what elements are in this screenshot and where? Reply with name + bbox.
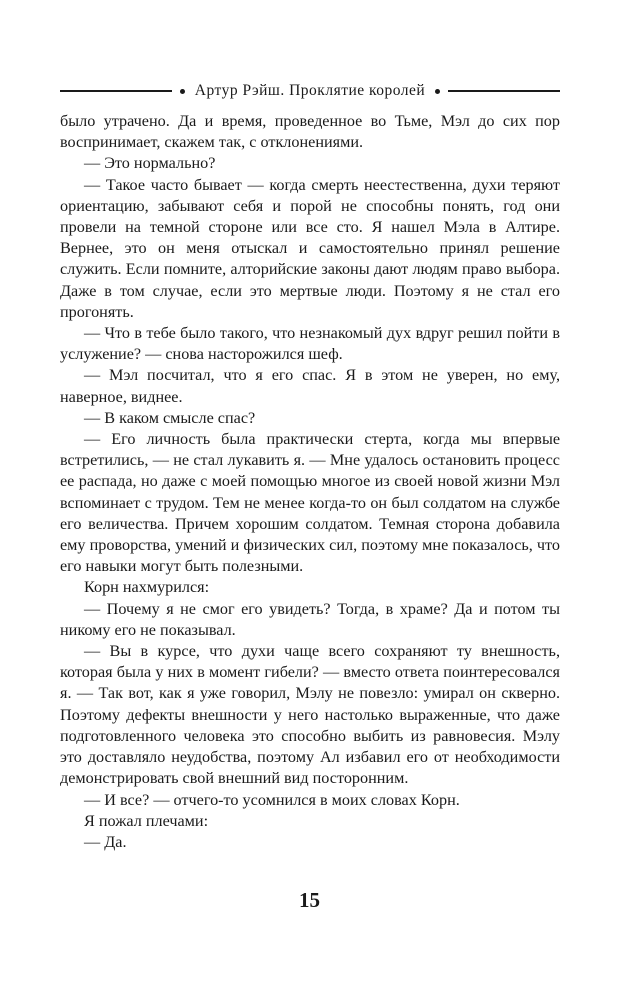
header-rule-left xyxy=(60,90,172,92)
page-number: 15 xyxy=(299,888,320,912)
paragraph: — Мэл посчитал, что я его спас. Я в этом не уверен, но ему, наверное, виднее. xyxy=(60,366,560,406)
running-title: Артур Рэйш. Проклятие королей xyxy=(194,82,426,99)
paragraph: — Почему я не смог его увидеть? Тогда, в храме? Да и потом ты никому его не показывал. xyxy=(60,599,560,639)
paragraph: — Такое часто бывает — когда смерть неестественна, духи теряют ориентацию, забывают себя и порой не способны понять, год они провели на темной стороне или все сто. Я нашел Мэла в Алтире. Вернее, это он меня отыскал и самостоятельно принял решение служить. Если помните, алторийские законы дают людям право выбора. Даже в том случае, если это мертвые люди. Поэтому я не стал его прогонять. xyxy=(60,175,560,321)
header-dot-right xyxy=(435,89,440,94)
header-rule-right xyxy=(448,90,560,92)
paragraph: — Его личность была практически стерта, когда мы впервые встретились, — не стал лукавить я. — Мне удалось остановить процесс ее распада, но даже с моей помощью многое из своей новой жизни Мэл вспоминает с трудом. Тем не менее когда-то он был солдатом на службе его величества. Причем хорошим солдатом. Темная сторона добавила ему проворства, умений и физических сил, поэтому мне показалось, что его навыки могут быть полезными. xyxy=(60,430,560,576)
paragraph: Корн нахмурился: xyxy=(84,578,210,597)
paragraph: — Вы в курсе, что духи чаще всего сохраняют ту внешность, которая была у них в момент гибели? — вместо ответа поинтересовался я. — Так вот, как я уже говорил, Мэлу не повезло: умирал он скверно. Поэтому дефекты внешности у него настолько выраженные, что даже подготовленного человека это способно выбить из равновесия. Мэлу это доставляло неудобства, поэтому Ал избавил его от необходимости демонстрировать свой внешний вид посторонним. xyxy=(60,642,560,788)
paragraph: — Это нормально? xyxy=(84,154,216,173)
paragraph: — Да. xyxy=(84,832,127,851)
paragraph: было утрачено. Да и время, проведенное во Тьме, Мэл до сих пор воспринимает, скажем так, с отклонениями. xyxy=(60,112,560,152)
running-header xyxy=(60,80,560,102)
body-text xyxy=(60,111,560,853)
paragraph: — Что в тебе было такого, что незнакомый дух вдруг решил пойти в услужение? — снова насторожился шеф. xyxy=(60,324,560,364)
paragraph: Я пожал плечами: xyxy=(84,811,209,830)
paragraph: — В каком смысле спас? xyxy=(84,408,256,427)
paragraph: — И все? — отчего-то усомнился в моих словах Корн. xyxy=(84,790,460,809)
